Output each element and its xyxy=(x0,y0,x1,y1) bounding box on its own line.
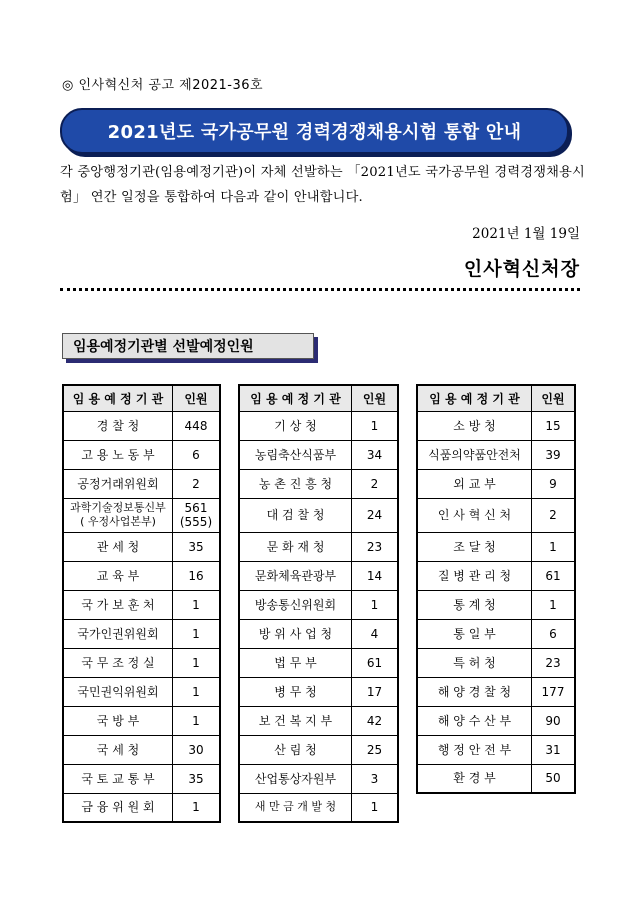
table-row xyxy=(239,706,398,735)
table-row xyxy=(239,498,398,532)
count-cell: 2 xyxy=(532,498,576,532)
notice-number: ◎ 인사혁신처 공고 제2021-36호 xyxy=(62,78,264,93)
org-name-cell: 조 달 청 xyxy=(417,532,532,561)
count-cell: 1 xyxy=(173,619,221,648)
org-name-cell: 금 융 위 원 회 xyxy=(63,793,173,822)
count-cell: 177 xyxy=(532,677,576,706)
table-row xyxy=(63,677,220,706)
org-name-cell: 문 화 재 청 xyxy=(239,532,352,561)
count-cell: 16 xyxy=(173,561,221,590)
table-row xyxy=(63,764,220,793)
table-row xyxy=(417,648,575,677)
signer-name: 인사혁신처장 xyxy=(463,258,580,280)
org-name-cell: 질 병 관 리 청 xyxy=(417,561,532,590)
count-cell: 3 xyxy=(352,764,399,793)
count-cell: 6 xyxy=(532,619,576,648)
count-cell: 1 xyxy=(532,532,576,561)
count-cell: 6 xyxy=(173,440,221,469)
table-row xyxy=(239,793,398,822)
recruitment-table-2 xyxy=(238,384,399,823)
count-cell: 23 xyxy=(352,532,399,561)
recruitment-table-3 xyxy=(416,384,576,794)
org-name-cell: 외 교 부 xyxy=(417,469,532,498)
org-name-cell: 산업통상자원부 xyxy=(239,764,352,793)
header-org: 임 용 예 정 기 관 xyxy=(63,385,173,411)
table-row xyxy=(63,498,220,532)
org-name-cell: 산 림 청 xyxy=(239,735,352,764)
recruitment-table-1 xyxy=(62,384,221,823)
table-row xyxy=(239,590,398,619)
table-row xyxy=(63,411,220,440)
count-cell: 1 xyxy=(352,590,399,619)
table-row xyxy=(63,648,220,677)
table-row xyxy=(417,706,575,735)
table-row xyxy=(63,706,220,735)
org-name-cell: 국 방 부 xyxy=(63,706,173,735)
org-name-cell: 문화체육관광부 xyxy=(239,561,352,590)
table-row xyxy=(239,677,398,706)
table-row xyxy=(417,561,575,590)
org-name-cell: 경 찰 청 xyxy=(63,411,173,440)
table-row xyxy=(417,619,575,648)
count-cell: 61 xyxy=(352,648,399,677)
count-cell: 9 xyxy=(532,469,576,498)
org-name-cell: 보 건 복 지 부 xyxy=(239,706,352,735)
org-name-cell: 교 육 부 xyxy=(63,561,173,590)
header-count: 인원 xyxy=(173,385,221,411)
count-cell: 31 xyxy=(532,735,576,764)
org-name-cell: 해 양 경 찰 청 xyxy=(417,677,532,706)
org-name-cell: 소 방 청 xyxy=(417,411,532,440)
count-cell: 561 (555) xyxy=(173,498,221,532)
org-name-cell: 공정거래위원회 xyxy=(63,469,173,498)
org-name-cell: 대 검 찰 청 xyxy=(239,498,352,532)
page-title: 2021년도 국가공무원 경력경쟁채용시험 통합 안내 xyxy=(60,108,569,154)
count-cell: 1 xyxy=(532,590,576,619)
org-name-cell: 법 무 부 xyxy=(239,648,352,677)
count-cell: 50 xyxy=(532,764,576,793)
table-row xyxy=(417,677,575,706)
count-cell: 4 xyxy=(352,619,399,648)
table-row xyxy=(63,440,220,469)
table-row xyxy=(417,764,575,793)
org-name-cell: 해 양 수 산 부 xyxy=(417,706,532,735)
count-cell: 448 xyxy=(173,411,221,440)
table-row xyxy=(239,735,398,764)
table-row xyxy=(417,411,575,440)
org-name-cell: 방송통신위원회 xyxy=(239,590,352,619)
table-row xyxy=(63,532,220,561)
table-row xyxy=(239,619,398,648)
count-cell: 39 xyxy=(532,440,576,469)
table-row xyxy=(239,648,398,677)
intro-paragraph: 각 중앙행정기관(임용예정기관)이 자체 선발하는 「2021년도 국가공무원 경력경쟁채용시험」 연간 일정을 통합하여 다음과 같이 안내합니다. xyxy=(60,165,585,205)
count-cell: 35 xyxy=(173,764,221,793)
table-row xyxy=(417,440,575,469)
header-org: 임 용 예 정 기 관 xyxy=(417,385,532,411)
org-name-cell: 국 가 보 훈 처 xyxy=(63,590,173,619)
org-name-cell: 과학기술정보통신부 ( 우정사업본부) xyxy=(63,498,173,532)
org-name-cell: 국민권익위원회 xyxy=(63,677,173,706)
table-row xyxy=(239,411,398,440)
table-row xyxy=(63,735,220,764)
count-cell: 34 xyxy=(352,440,399,469)
org-name-cell: 특 허 청 xyxy=(417,648,532,677)
notice-date: 2021년 1월 19일 xyxy=(472,226,580,242)
table-row xyxy=(417,498,575,532)
count-cell: 24 xyxy=(352,498,399,532)
org-name-cell: 기 상 청 xyxy=(239,411,352,440)
table-row xyxy=(63,469,220,498)
header-org: 임 용 예 정 기 관 xyxy=(239,385,352,411)
count-cell: 1 xyxy=(352,411,399,440)
table-row xyxy=(417,735,575,764)
table-row xyxy=(63,619,220,648)
header-count: 인원 xyxy=(352,385,399,411)
org-name-cell: 통 계 청 xyxy=(417,590,532,619)
org-name-cell: 새 만 금 개 발 청 xyxy=(239,793,352,822)
count-cell: 1 xyxy=(173,706,221,735)
table-row xyxy=(63,590,220,619)
org-name-cell: 국가인권위원회 xyxy=(63,619,173,648)
count-cell: 1 xyxy=(352,793,399,822)
count-cell: 2 xyxy=(173,469,221,498)
table-row xyxy=(239,764,398,793)
org-name-cell: 통 일 부 xyxy=(417,619,532,648)
org-name-cell: 국 토 교 통 부 xyxy=(63,764,173,793)
count-cell: 1 xyxy=(173,590,221,619)
org-name-cell: 행 정 안 전 부 xyxy=(417,735,532,764)
count-cell: 2 xyxy=(352,469,399,498)
count-cell: 23 xyxy=(532,648,576,677)
table-row xyxy=(417,532,575,561)
section-title: 임용예정기관별 선발예정인원 xyxy=(62,333,314,359)
count-cell: 90 xyxy=(532,706,576,735)
count-cell: 42 xyxy=(352,706,399,735)
count-cell: 1 xyxy=(173,677,221,706)
count-cell: 1 xyxy=(173,648,221,677)
count-cell: 35 xyxy=(173,532,221,561)
table-row xyxy=(239,469,398,498)
table-row xyxy=(239,440,398,469)
count-cell: 17 xyxy=(352,677,399,706)
count-cell: 15 xyxy=(532,411,576,440)
org-name-cell: 방 위 사 업 청 xyxy=(239,619,352,648)
count-cell: 30 xyxy=(173,735,221,764)
org-name-cell: 관 세 청 xyxy=(63,532,173,561)
org-name-cell: 고 용 노 동 부 xyxy=(63,440,173,469)
org-name-cell: 인 사 혁 신 처 xyxy=(417,498,532,532)
header-count: 인원 xyxy=(532,385,576,411)
count-cell: 61 xyxy=(532,561,576,590)
table-row xyxy=(417,469,575,498)
org-name-cell: 식품의약품안전처 xyxy=(417,440,532,469)
org-name-cell: 병 무 청 xyxy=(239,677,352,706)
dotted-divider xyxy=(60,288,580,291)
org-name-cell: 농림축산식품부 xyxy=(239,440,352,469)
table-row xyxy=(239,561,398,590)
count-cell: 14 xyxy=(352,561,399,590)
org-name-cell: 국 세 청 xyxy=(63,735,173,764)
org-name-cell: 농 촌 진 흥 청 xyxy=(239,469,352,498)
table-row xyxy=(63,793,220,822)
org-name-cell: 환 경 부 xyxy=(417,764,532,793)
org-name-cell: 국 무 조 정 실 xyxy=(63,648,173,677)
count-cell: 25 xyxy=(352,735,399,764)
table-row xyxy=(239,532,398,561)
table-row xyxy=(63,561,220,590)
count-cell: 1 xyxy=(173,793,221,822)
table-row xyxy=(417,590,575,619)
